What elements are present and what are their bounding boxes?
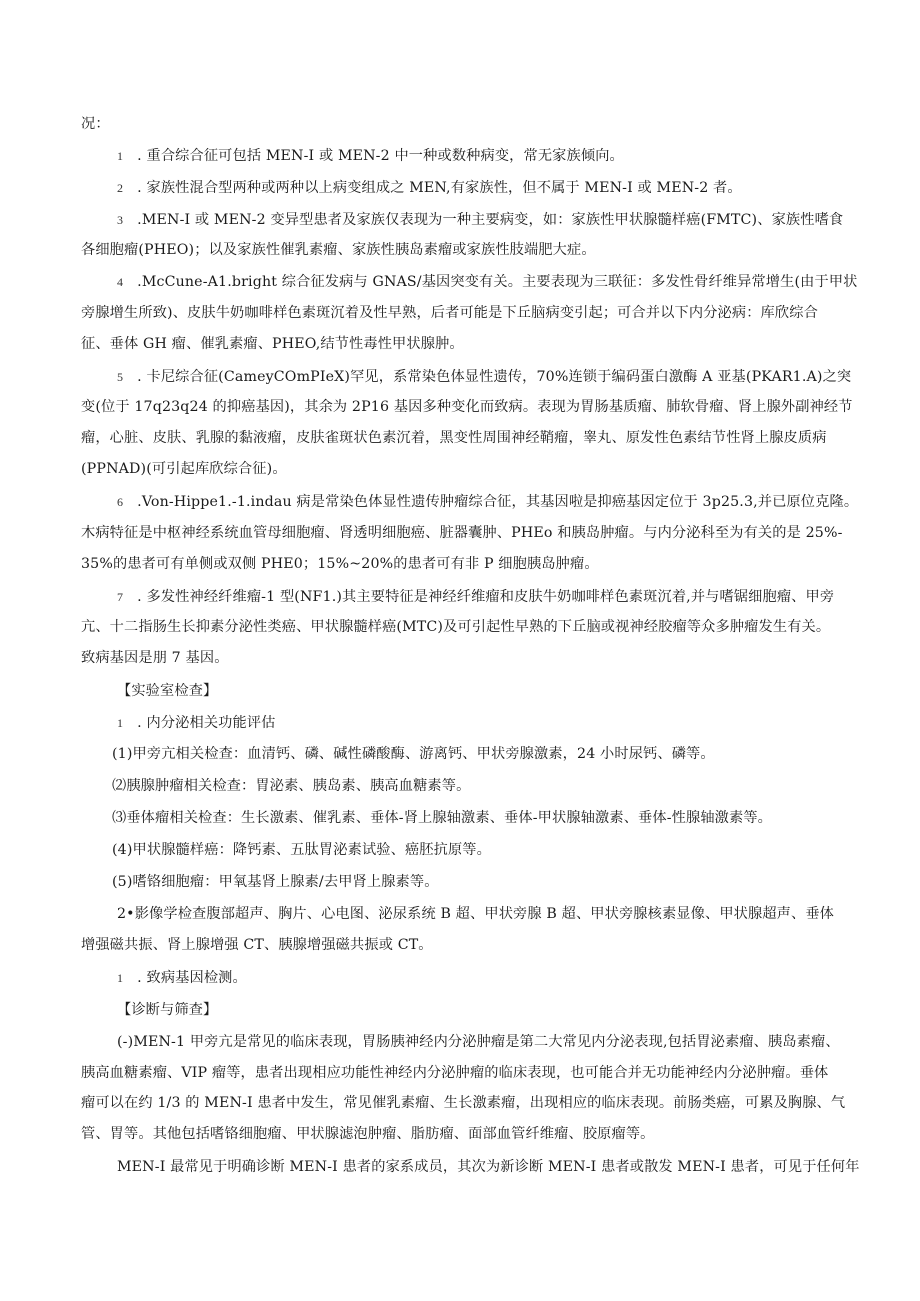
text-line: (PPNAD)(可引起库欣综合征)。 <box>81 461 287 477</box>
section-heading-diagnosis: 【诊断与筛查】 <box>117 1002 218 1018</box>
text-line: 致病基因是朋 7 基因。 <box>81 650 229 666</box>
text-line: . 卡尼综合征(CameyCOmPIeX)罕见，系常染色体显性遗传，70%连锁于编码蛋白激酶 A 亚基(PKAR1.A)之突 <box>137 369 852 385</box>
text-line: MEN-I 最常见于明确诊断 MEN-I 患者的家系成员，其次为新诊断 MEN-I 患者或散发 MEN-I 患者，可见于任何年 <box>117 1159 860 1175</box>
text-line: . 重合综合征可包括 MEN-I 或 MEN-2 中一种或数种病变，常无家族倾向。 <box>137 148 624 164</box>
text-line: 增强磁共振、肾上腺增强 CT、胰腺增强磁共振或 CT。 <box>81 937 433 953</box>
text-line: . 家族性混合型两种或两种以上病变组成之 MEN,有家族性，但不属于 MEN-I 或 MEN-2 者。 <box>137 180 742 196</box>
text-line: (1)甲旁亢相关检查：血清钙、磷、碱性磷酸酶、游离钙、甲状旁腺激素，24 小时尿钙、磷等。 <box>112 746 715 762</box>
list-item-7 <box>117 587 834 607</box>
text-line: . 致病基因检测。 <box>137 970 247 986</box>
text-line: . 多发性神经纤维瘤-1 型(NF1.)其主要特征是神经纤维瘤和皮肤牛奶咖啡样色素斑沉着,并与嗜锯细胞瘤、甲旁 <box>137 589 835 605</box>
text-line: ⑵胰腺肿瘤相关检查：胃泌素、胰岛素、胰高血糖素等。 <box>112 778 471 794</box>
text-line: . 内分泌相关功能评估 <box>137 715 276 731</box>
text-line: 各细胞瘤(PHEO)；以及家族性催乳素瘤、家族性胰岛素瘤或家族性肢端肥大症。 <box>81 242 596 258</box>
text-line: 2•影像学检查腹部超声、胸片、心电图、泌尿系统 B 超、甲状旁腺 B 超、甲状旁腺核素显像、甲状腺超声、垂体 <box>117 906 835 922</box>
text-line: 35%的患者可有单侧或双侧 PHE0；15%~20%的患者可有非 P 细胞胰岛肿瘤。 <box>81 556 599 572</box>
text-line: 旁腺增生所致)、皮肤牛奶咖啡样色素斑沉着及性早熟，后者可能是下丘脑病变引起；可合并以下内分泌病：库欣综合 <box>81 305 818 321</box>
list-item-1 <box>117 146 624 166</box>
text-line: 征、垂体 GH 瘤、催乳素瘤、PHEO,结节性毒性甲状腺肿。 <box>81 336 464 352</box>
text-line: .Von-Hippe1.-1.indau 病是常染色体显性遗传肿瘤综合征，其基因啦是抑癌基因定位于 3p25.3,并已原位克隆。 <box>137 494 859 510</box>
text-line: 胰高血糖素瘤、VIP 瘤等，患者出现相应功能性神经内分泌肿瘤的临床表现，也可能合并无功能神经内分泌肿瘤。垂体 <box>81 1065 829 1081</box>
list-item-2 <box>117 178 742 198</box>
text-line: 变(位于 17q23q24 的抑癌基因)，其余为 2P16 基因多种变化而致病。表现为胃肠基质瘤、肺软骨瘤、肾上腺外副神经节 <box>81 399 853 415</box>
text-line: .MEN-I 或 MEN-2 变异型患者及家族仅表现为一种主要病变，如：家族性甲状腺髓样癌(FMTC)、家族性嗜食 <box>137 212 844 228</box>
text-line: (4)甲状腺髓样癌：降钙素、五肽胃泌素试验、癌胚抗原等。 <box>112 842 491 858</box>
list-item-6 <box>117 492 858 512</box>
list-item-lab-1 <box>117 713 276 733</box>
list-number: 2 <box>117 181 124 195</box>
text-line: (5)嗜铬细胞瘤：甲氧基肾上腺素/去甲肾上腺素等。 <box>112 874 439 890</box>
list-number: 6 <box>117 495 124 509</box>
text-line: 木病特征是中枢神经系统血管母细胞瘤、肾透明细胞癌、脏器囊肿、PHEo 和胰岛肿瘤。与内分泌科至为有关的是 25%- <box>81 525 843 541</box>
list-number: 1 <box>117 971 124 985</box>
text-line: 亢、十二指肠生长抑素分泌性类癌、甲状腺髓样癌(MTC)及可引起性早熟的下丘脑或视神经胶瘤等众多肿瘤发生有关。 <box>81 619 831 635</box>
list-number: 4 <box>117 275 124 289</box>
list-number: 3 <box>117 213 124 227</box>
list-number: 7 <box>117 590 124 604</box>
text-line: 瘤，心脏、皮肤、乳腺的黏液瘤，皮肤雀斑状色素沉着，黑变性周围神经鞘瘤，睾丸、原发性色素结节性肾上腺皮质病 <box>81 430 827 446</box>
list-number: 5 <box>117 370 124 384</box>
text-line: 瘤可以在约 1/3 的 MEN-I 患者中发生，常见催乳素瘤、生长激素瘤，出现相应的临床表现。前肠类癌，可累及胸腺、气 <box>81 1095 846 1111</box>
list-number: 1 <box>117 149 124 163</box>
list-item-lab-3 <box>117 968 247 988</box>
text-line: 况： <box>81 116 110 132</box>
text-line: .McCune-A1.bright 综合征发病与 GNAS/基因突变有关。主要表现为三联征：多发性骨纤维异常增生(由于甲状 <box>137 274 858 290</box>
text-line: 管、胃等。其他包括嗜铬细胞瘤、甲状腺滤泡肿瘤、脂肪瘤、面部血管纤维瘤、胶原瘤等。 <box>81 1126 655 1142</box>
list-number: 1 <box>117 716 124 730</box>
text-line: ⑶垂体瘤相关检查：生长激素、催乳素、垂体-肾上腺轴激素、垂体-甲状腺轴激素、垂体-性腺轴激素等。 <box>112 810 773 826</box>
list-item-5 <box>117 367 851 387</box>
section-heading-lab: 【实验室检查】 <box>117 683 218 699</box>
list-item-3 <box>117 210 843 230</box>
text-line: (-)MEN-1 甲旁亢是常见的临床表现，胃肠胰神经内分泌肿瘤是第二大常见内分泌表现,包括胃泌素瘤、胰岛素瘤、 <box>117 1034 840 1050</box>
list-item-4 <box>117 272 858 292</box>
